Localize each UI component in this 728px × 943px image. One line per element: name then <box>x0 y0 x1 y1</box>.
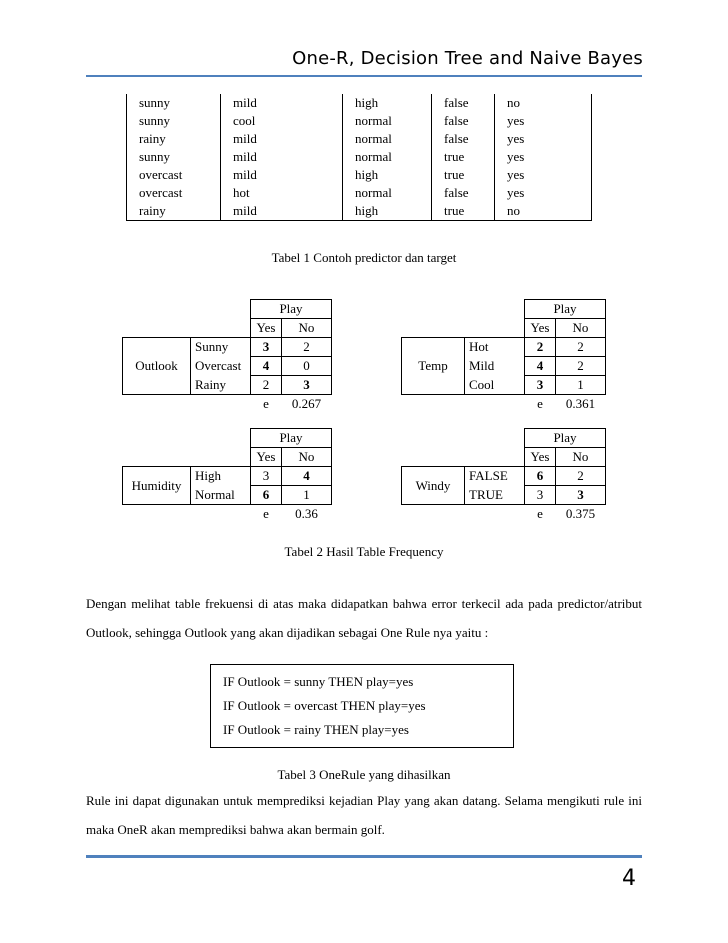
table-cell: Mild <box>465 357 525 376</box>
temp-frequency-table <box>401 299 606 413</box>
table-cell: No <box>556 448 606 467</box>
table-cell: TRUE <box>465 486 525 505</box>
table-cell: rainy <box>127 202 221 221</box>
table-cell: mild <box>221 166 343 184</box>
header-rule <box>86 75 642 77</box>
table-cell: 6 <box>525 467 556 486</box>
table-cell: true <box>432 148 495 166</box>
table-cell: 3 <box>556 486 606 505</box>
table-cell: e <box>263 506 269 521</box>
table-cell: 2 <box>525 338 556 357</box>
table-cell: Play <box>251 300 332 319</box>
table-cell: yes <box>495 184 592 202</box>
table-cell: false <box>432 184 495 202</box>
table-row <box>127 130 592 148</box>
table-cell: Overcast <box>191 357 251 376</box>
table-cell: Play <box>251 429 332 448</box>
table-cell: Humidity <box>123 467 191 505</box>
table-cell: mild <box>221 130 343 148</box>
table-cell: 3 <box>251 338 282 357</box>
table-cell: true <box>432 166 495 184</box>
table-cell: Yes <box>525 448 556 467</box>
table-cell: 2 <box>251 376 282 395</box>
table-cell: sunny <box>127 148 221 166</box>
table-cell: cool <box>221 112 343 130</box>
table-cell: Windy <box>402 467 465 505</box>
table-cell: 2 <box>282 338 332 357</box>
page-header: One-R, Decision Tree and Naive Bayes <box>292 48 643 69</box>
onerule-box <box>210 664 514 748</box>
table-cell: 6 <box>251 486 282 505</box>
table-cell: hot <box>221 184 343 202</box>
table-cell: high <box>343 202 432 221</box>
table-cell: yes <box>495 148 592 166</box>
table-row <box>127 94 592 112</box>
table-cell: 4 <box>251 357 282 376</box>
table-cell: no <box>495 94 592 112</box>
table-cell: Play <box>525 429 606 448</box>
table-cell: e <box>537 396 543 411</box>
rule-line: IF Outlook = sunny THEN play=yes <box>223 674 414 689</box>
table-cell: 3 <box>525 376 556 395</box>
table-cell: 3 <box>251 467 282 486</box>
humidity-frequency-table <box>122 428 332 523</box>
paragraph-1: Dengan melihat table frekuensi di atas maka didapatkan bahwa error terkecil ada pada predictor/atribut Outlook, sehingga Outlook yang akan dijadikan sebagai One Rule nya yaitu : <box>86 596 642 640</box>
paragraph-2: Rule ini dapat digunakan untuk memprediksi kejadian Play yang akan datang. Selama mengikuti rule ini maka OneR akan memprediksi bahwa akan bermain golf. <box>86 793 642 837</box>
table-cell: overcast <box>127 166 221 184</box>
table-cell: mild <box>221 94 343 112</box>
windy-frequency-table <box>401 428 606 523</box>
table-cell: Temp <box>402 338 465 395</box>
table-cell: normal <box>343 184 432 202</box>
table-cell: normal <box>343 148 432 166</box>
table-cell: 1 <box>556 376 606 395</box>
table-cell: 0 <box>282 357 332 376</box>
table-cell: yes <box>495 166 592 184</box>
table-cell: high <box>343 94 432 112</box>
table-cell: sunny <box>127 112 221 130</box>
table-cell: normal <box>343 130 432 148</box>
table-cell: Sunny <box>191 338 251 357</box>
table-cell: no <box>495 202 592 221</box>
table-cell: Outlook <box>123 338 191 395</box>
table-cell: No <box>282 319 332 338</box>
table-row <box>127 112 592 130</box>
table-cell: 2 <box>556 357 606 376</box>
table-cell: mild <box>221 148 343 166</box>
table-cell: 3 <box>282 376 332 395</box>
table-cell: false <box>432 130 495 148</box>
table-cell: Yes <box>525 319 556 338</box>
table-row <box>127 202 592 221</box>
table-cell: 1 <box>282 486 332 505</box>
rule-line: IF Outlook = rainy THEN play=yes <box>223 722 409 737</box>
table-row <box>127 148 592 166</box>
table-cell: 2 <box>556 467 606 486</box>
table-cell: Normal <box>191 486 251 505</box>
table2-caption: Tabel 2 Hasil Table Frequency <box>284 544 444 559</box>
table-cell: Play <box>525 300 606 319</box>
footer-rule <box>86 855 642 858</box>
table-cell: No <box>282 448 332 467</box>
outlook-frequency-table <box>122 299 332 413</box>
table-cell: Yes <box>251 448 282 467</box>
table-cell: No <box>556 319 606 338</box>
table-cell: e <box>537 506 543 521</box>
table-cell: mild <box>221 202 343 221</box>
table-cell: false <box>432 112 495 130</box>
table-cell: 2 <box>556 338 606 357</box>
table-cell: true <box>432 202 495 221</box>
table-cell: overcast <box>127 184 221 202</box>
table3-caption: Tabel 3 OneRule yang dihasilkan <box>277 767 451 782</box>
table-cell: 0.267 <box>291 396 322 411</box>
table-cell: high <box>343 166 432 184</box>
table-cell: normal <box>343 112 432 130</box>
table-row <box>127 166 592 184</box>
table-cell: Yes <box>251 319 282 338</box>
table-cell: yes <box>495 112 592 130</box>
table-cell: yes <box>495 130 592 148</box>
table-cell: FALSE <box>465 467 525 486</box>
table-cell: High <box>191 467 251 486</box>
rule-line: IF Outlook = overcast THEN play=yes <box>223 698 426 713</box>
table-cell: Cool <box>465 376 525 395</box>
table-cell: Hot <box>465 338 525 357</box>
table-cell: false <box>432 94 495 112</box>
table-row <box>127 184 592 202</box>
dataset-table <box>126 94 592 221</box>
table-cell: Rainy <box>191 376 251 395</box>
table-cell: 0.36 <box>295 506 318 521</box>
table-cell: 0.361 <box>565 396 596 411</box>
table-cell: e <box>263 396 269 411</box>
page-number: 4 <box>622 866 636 891</box>
table1-caption: Tabel 1 Contoh predictor dan target <box>271 250 457 265</box>
table-cell: sunny <box>127 94 221 112</box>
table-cell: 4 <box>282 467 332 486</box>
table-cell: 0.375 <box>565 506 596 521</box>
table-cell: 3 <box>525 486 556 505</box>
table-cell: rainy <box>127 130 221 148</box>
table-cell: 4 <box>525 357 556 376</box>
